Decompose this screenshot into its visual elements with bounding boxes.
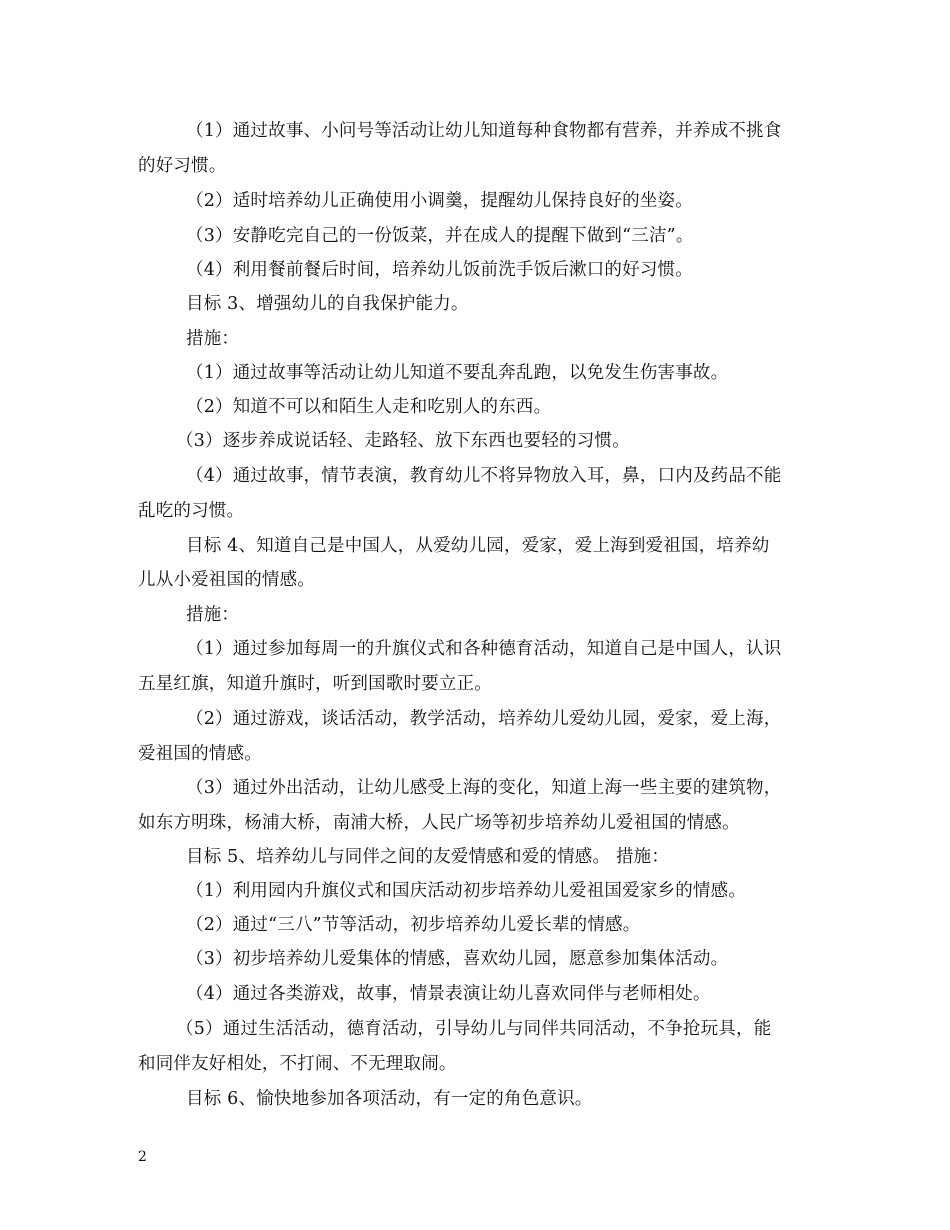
- text-line: （1）利用园内升旗仪式和国庆活动初步培养幼儿爱祖国爱家乡的情感。: [186, 881, 747, 901]
- page-number: 2: [138, 1149, 147, 1165]
- text-line: （1）通过故事、小问号等活动让幼儿知道每种食物都有营养，并养成不挑食: [186, 121, 782, 141]
- text-line: （4）通过各类游戏，故事，情景表演让幼儿喜欢同伴与老师相处。: [186, 984, 711, 1004]
- text-line: 乱吃的习惯。: [138, 501, 245, 521]
- measures-heading: 措施：: [186, 605, 240, 625]
- text-line: 儿从小爱祖国的情感。: [138, 570, 315, 590]
- text-line: 如东方明珠，杨浦大桥，南浦大桥，人民广场等初步培养幼儿爱祖国的情感。: [138, 813, 740, 833]
- goal-heading: 目标 3、增强幼儿的自我保护能力。: [186, 294, 469, 314]
- text-line: （4）通过故事，情节表演，教育幼儿不将异物放入耳，鼻，口内及药品不能: [186, 466, 782, 486]
- goal-heading: 目标 6、愉快地参加各项活动，有一定的角色意识。: [186, 1089, 593, 1109]
- text-line: （4）利用餐前餐后时间，培养幼儿饭前洗手饭后漱口的好习惯。: [186, 260, 693, 280]
- text-line: （3）安静吃完自己的一份饭菜，并在成人的提醒下做到“三洁”。: [186, 226, 694, 246]
- text-line: （2）知道不可以和陌生人走和吃别人的东西。: [186, 397, 552, 417]
- text-line: 五星红旗，知道升旗时，听到国歌时要立正。: [138, 674, 492, 694]
- measures-heading: 措施：: [186, 329, 240, 349]
- text-line: （1）通过参加每周一的升旗仪式和各种德育活动，知道自己是中国人，认识: [186, 639, 782, 659]
- text-line: （2）适时培养幼儿正确使用小调羹，提醒幼儿保持良好的坐姿。: [186, 191, 693, 211]
- text-line: （3）通过外出活动，让幼儿感受上海的变化，知道上海一些主要的建筑物，: [186, 778, 782, 798]
- text-line: （3）初步培养幼儿爱集体的情感，喜欢幼儿园，愿意参加集体活动。: [186, 949, 729, 969]
- text-line: （2）通过游戏，谈话活动，教学活动，培养幼儿爱幼儿园，爱家，爱上海，: [186, 709, 782, 729]
- text-line: 的好习惯。: [138, 156, 227, 176]
- text-line: （1）通过故事等活动让幼儿知道不要乱奔乱跑，以免发生伤害事故。: [186, 363, 729, 383]
- text-line: 爱祖国的情感。: [138, 744, 262, 764]
- text-line: 和同伴友好相处，不打闹、不无理取闹。: [138, 1054, 457, 1074]
- goal-heading: 目标 4、知道自己是中国人，从爱幼儿园，爱家，爱上海到爱祖国，培养幼: [186, 536, 770, 556]
- text-line: （2）通过“三八”节等活动，初步培养幼儿爱长辈的情感。: [186, 915, 641, 935]
- text-line: （3）逐步养成说话轻、走路轻、放下东西也要轻的习惯。: [176, 431, 630, 451]
- text-line: （5）通过生活活动，德育活动，引导幼儿与同伴共同活动，不争抢玩具，能: [176, 1019, 772, 1039]
- goal-heading: 目标 5、培养幼儿与同伴之间的友爱情感和爱的情感。 措施：: [186, 847, 670, 867]
